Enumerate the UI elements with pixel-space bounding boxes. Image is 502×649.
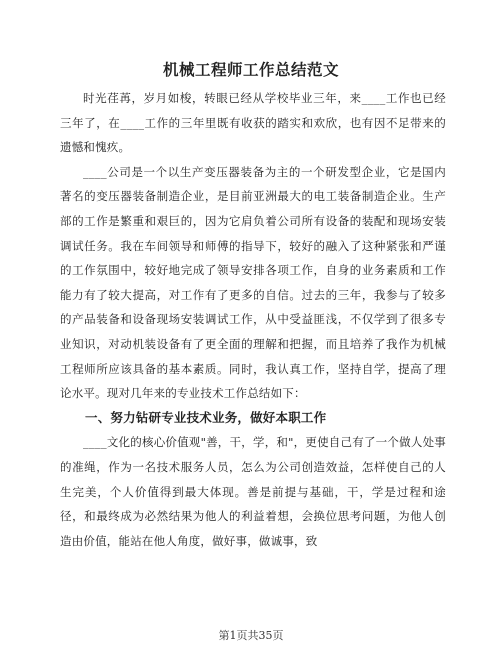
intro-paragraph: 时光荏苒，岁月如梭，转眼已经从学校毕业三年，来____工作也已经三年了，在____工作的三年里既有收获的踏实和欢欣，也有因不足带来的遗憾和愧疚。 xyxy=(60,91,446,155)
company-paragraph: ____公司是一个以生产变压器装备为主的一个研发型企业，它是国内著名的变压器装备制造企业，是目前亚洲最大的电工装备制造企业。生产部的工作是繁重和艰巨的，因为它肩负着公司所有设备的装配和现场安装调试任务。我在车间领导和师傅的指导下，较好的融入了这种紧张和严谨的工作氛围中，较好地完成了领导安排各项工作，自身的业务素质和工作能力有了较大提高，对工作有了更多的自信。过去的三年，我参与了较多的产品装备和设备现场安装调试工作，从中受益匪浅，不仅学到了很多专业知识，对动机装设备有了更全面的理解和把握，而且培养了我作为机械工程师所应该具备的基本素质。同时，我认真工作，坚持自学，提高了理论水平。现对几年来的专业技术工作总结如下： xyxy=(60,164,446,401)
section-paragraph: ____文化的核心价值观"善，干，学，和"，更使自己有了一个做人处事的准绳，作为一名技术服务人员，怎么为公司创造效益，怎样使自己的人生完美，个人价值得到最大体现。善是前提与基础，干，学是过程和途径，和最终成为必然结果为他人的利益着想，会换位思考问题，为他人创造由价值，能站在他人角度，做好事，做诚事，致 xyxy=(60,435,446,548)
section-heading: 一、努力钻研专业技术业务，做好本职工作 xyxy=(85,409,327,425)
page-footer: 第1页共35页 xyxy=(218,629,284,642)
document-title: 机械工程师工作总结范文 xyxy=(162,60,339,79)
document-body xyxy=(60,86,446,553)
